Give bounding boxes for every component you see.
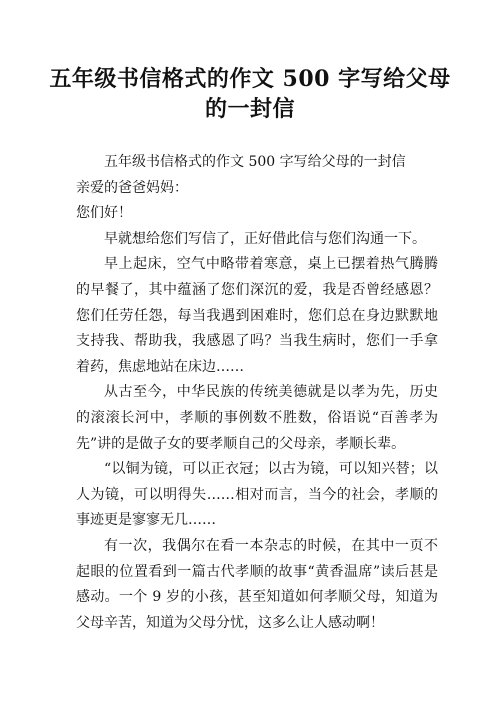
document-body (76, 150, 438, 636)
document-title (40, 64, 460, 124)
body-paragraph: “以铜为镜，可以正衣冠；以古为镜，可以知兴替；以人为镜，可以明得失……相对而言，当今的社会，孝顺的事迹更是寥寥无几…… (76, 461, 438, 529)
body-paragraph: 早上起床，空气中略带着寒意，桌上已摆着热气腾腾的早餐了，其中蕴涵了您们深沉的爱，我是否曾经感恩？您们任劳任怨，每当我遇到困难时，您们总在身边默默地支持我、帮助我，我感恩了吗？当我生病时，您们一手拿着药，焦虑地站在床边…… (76, 256, 438, 375)
body-paragraph: 有一次，我偶尔在看一本杂志的时候，在其中一页不起眼的位置看到一篇古代孝顺的故事“黄香温席”读后甚是感动。一个 9 岁的小孩，甚至知道如何孝顺父母，知道为父母辛苦，知道为父母分忧，这多么让人感动啊！ (76, 537, 438, 631)
body-paragraph: 早就想给您们写信了，正好借此信与您们沟通一下。 (104, 230, 426, 247)
body-paragraph: 从古至今，中华民族的传统美德就是以孝为先，历史的滚滚长河中，孝顺的事例数不胜数，俗语说“百善孝为先”讲的是做子女的要孝顺自己的父母亲，孝顺长辈。 (76, 384, 438, 452)
greeting: 您们好！ (76, 205, 132, 222)
subtitle-paragraph: 五年级书信格式的作文 500 字写给父母的一封信 (104, 154, 406, 170)
title-line-2: 的一封信 (204, 96, 295, 122)
salutation: 亲爱的爸爸妈妈： (76, 179, 188, 196)
title-line-1: 五年级书信格式的作文 500 字写给父母 (49, 66, 451, 92)
